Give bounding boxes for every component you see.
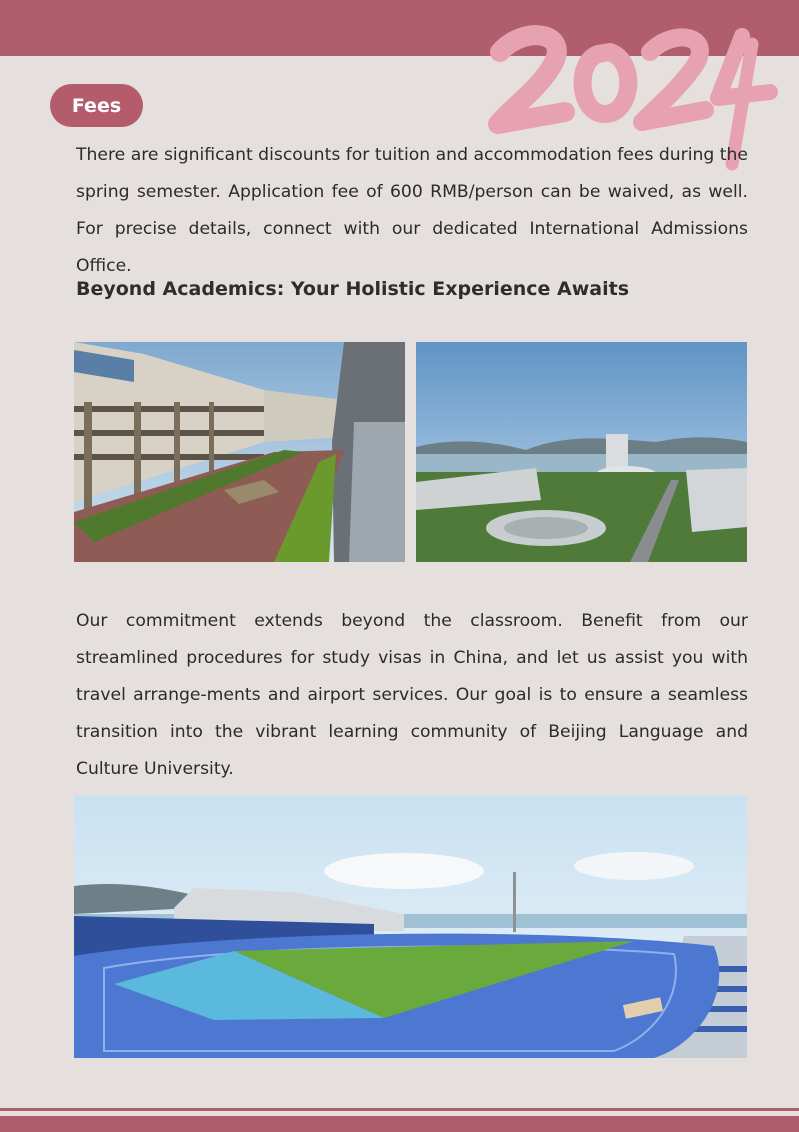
section-heading: Beyond Academics: Your Holistic Experience Awaits — [76, 278, 630, 300]
campus-aerial-photo — [416, 342, 747, 562]
footer-rule — [0, 1108, 799, 1111]
fees-label: Fees — [50, 84, 143, 127]
bottom-banner — [0, 1116, 799, 1132]
fees-text: There are significant discounts for tuition and accommodation fees during the spring semester. Application fee of 600 RMB/person can be waived, as well. For precise details, connect with our dedicated International Admissions Office. — [76, 145, 748, 276]
campus-courtyard-photo — [74, 342, 405, 562]
stadium-photo — [74, 796, 747, 1058]
section-text: Our commitment extends beyond the classroom. Benefit from our streamlined procedures for study visas in China, and let us assist you with travel arrange-ments and airport services. Our goal is to ensure a seamless transition into the vibrant learning community of Beijing Language and Culture University. — [76, 611, 748, 779]
